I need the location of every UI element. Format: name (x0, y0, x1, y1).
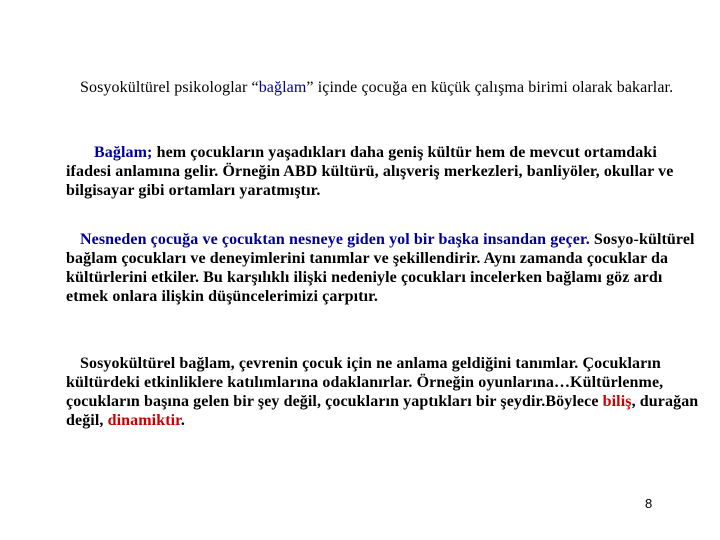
p4-text-mid: , durağan değil, (66, 393, 699, 429)
p4-text-pre: Sosyokültürel bağlam, çevrenin çocuk için ne anlama geldiğini tanımlar. Çocukların kültürdeki etkinliklere katılımlarına odaklanırlar. Örneğin oyunlarına…Kültürlenme, çocukların başına gelen bir şey değil, çocukların yaptıkları bir şeydir.Böylece (66, 355, 664, 410)
paragraph-cognition-dynamic (66, 354, 706, 430)
p2-highlight-bağlam: Bağlam; (94, 144, 153, 161)
page-number: 8 (645, 496, 653, 511)
p1-text-post: ” içinde çocuğa en küçük çalışma birimi olarak bakarlar. (306, 79, 674, 96)
p1-text-pre: Sosyokültürel psikologlar “ (80, 79, 259, 96)
p2-text-post: hem çocukların yaşadıkları daha geniş kültür hem de mevcut ortamdaki ifadesi anlamına gelir. Örneğin ABD kültürü, alışveriş merkezleri, banliyöler, okullar ve bilgisayar gibi ortamları yaratmıştır. (66, 144, 674, 199)
p4-red-biliş: biliş (602, 393, 632, 410)
p4-text-end: . (180, 412, 186, 429)
paragraph-bağlam-definition (66, 143, 706, 200)
p3-highlight-sentence: Nesneden çocuğa ve çocuktan nesneye giden yol bir başka insandan geçer. (80, 231, 590, 248)
paragraph-bağlam-intro (66, 78, 706, 97)
paragraph-sociocultural-context (66, 230, 706, 306)
p4-red-dinamiktir: dinamiktir (107, 412, 181, 429)
p1-highlight-bağlam: bağlam (258, 79, 307, 96)
p3-text-post: Sosyo-kültürel bağlam çocukları ve deneyimlerini tanımlar ve şekillendirir. Aynı zamanda çocuklar da kültürlerini etkiler. Bu karşılıklı ilişki nedeniyle çocukları incelerken bağlamı göz ardı etmek onlara ilişkin düşüncelerimizi çarpıtır. (66, 231, 695, 305)
